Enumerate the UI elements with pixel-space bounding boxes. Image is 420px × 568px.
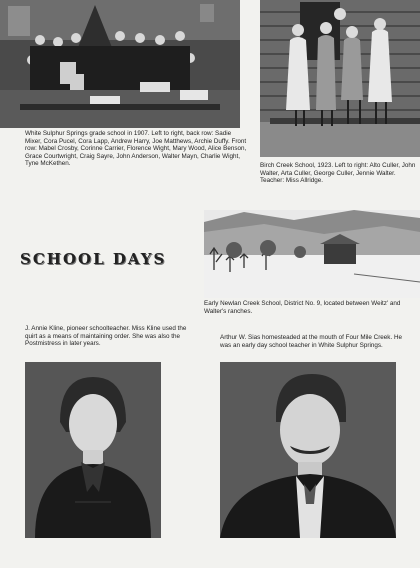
- sias-portrait: [220, 362, 396, 538]
- birch-creek-photo: [260, 0, 420, 157]
- newlan-creek-caption: Early Newlan Creek School, District No. 9, located between Weitz' and Walter's ranches.: [204, 300, 401, 315]
- page-title: SCHOOL DAYS: [20, 250, 167, 268]
- kline-portrait: [25, 362, 161, 538]
- sias-caption: Arthur W. Sias homesteaded at the mouth of Four Mile Creek. He was an early day school teacher in White Sulphur Springs.: [220, 334, 402, 349]
- newlan-creek-photo: [204, 210, 420, 298]
- grade-school-photo: [0, 0, 240, 128]
- kline-caption: J. Annie Kline, pioneer schoolteacher. Miss Kline used the quirt as a means of maintaining order. She was also the Postmistress in later years.: [25, 325, 187, 348]
- birch-creek-caption: Birch Creek School, 1923. Left to right: Alto Culler, John Walter, Arta Culler, George Culler, Jennie Walter. Teacher: Miss Allridge.: [260, 162, 416, 185]
- grade-school-caption: White Sulphur Springs grade school in 1907. Left to right, back row: Sadie Mixer, Cora Pucel, Cora Lapp, Andrew Harry, Joe Matthews, Archie Duffy. Front row: Mabel Crosby, Corinne Carrier, Florence Wight, Mary Wood, Alice Benson, Grace Courtwright, Craig Sayre, John Anderson, Walter Mayn, Charlie Wight, Tyne McKethen.: [25, 130, 247, 168]
